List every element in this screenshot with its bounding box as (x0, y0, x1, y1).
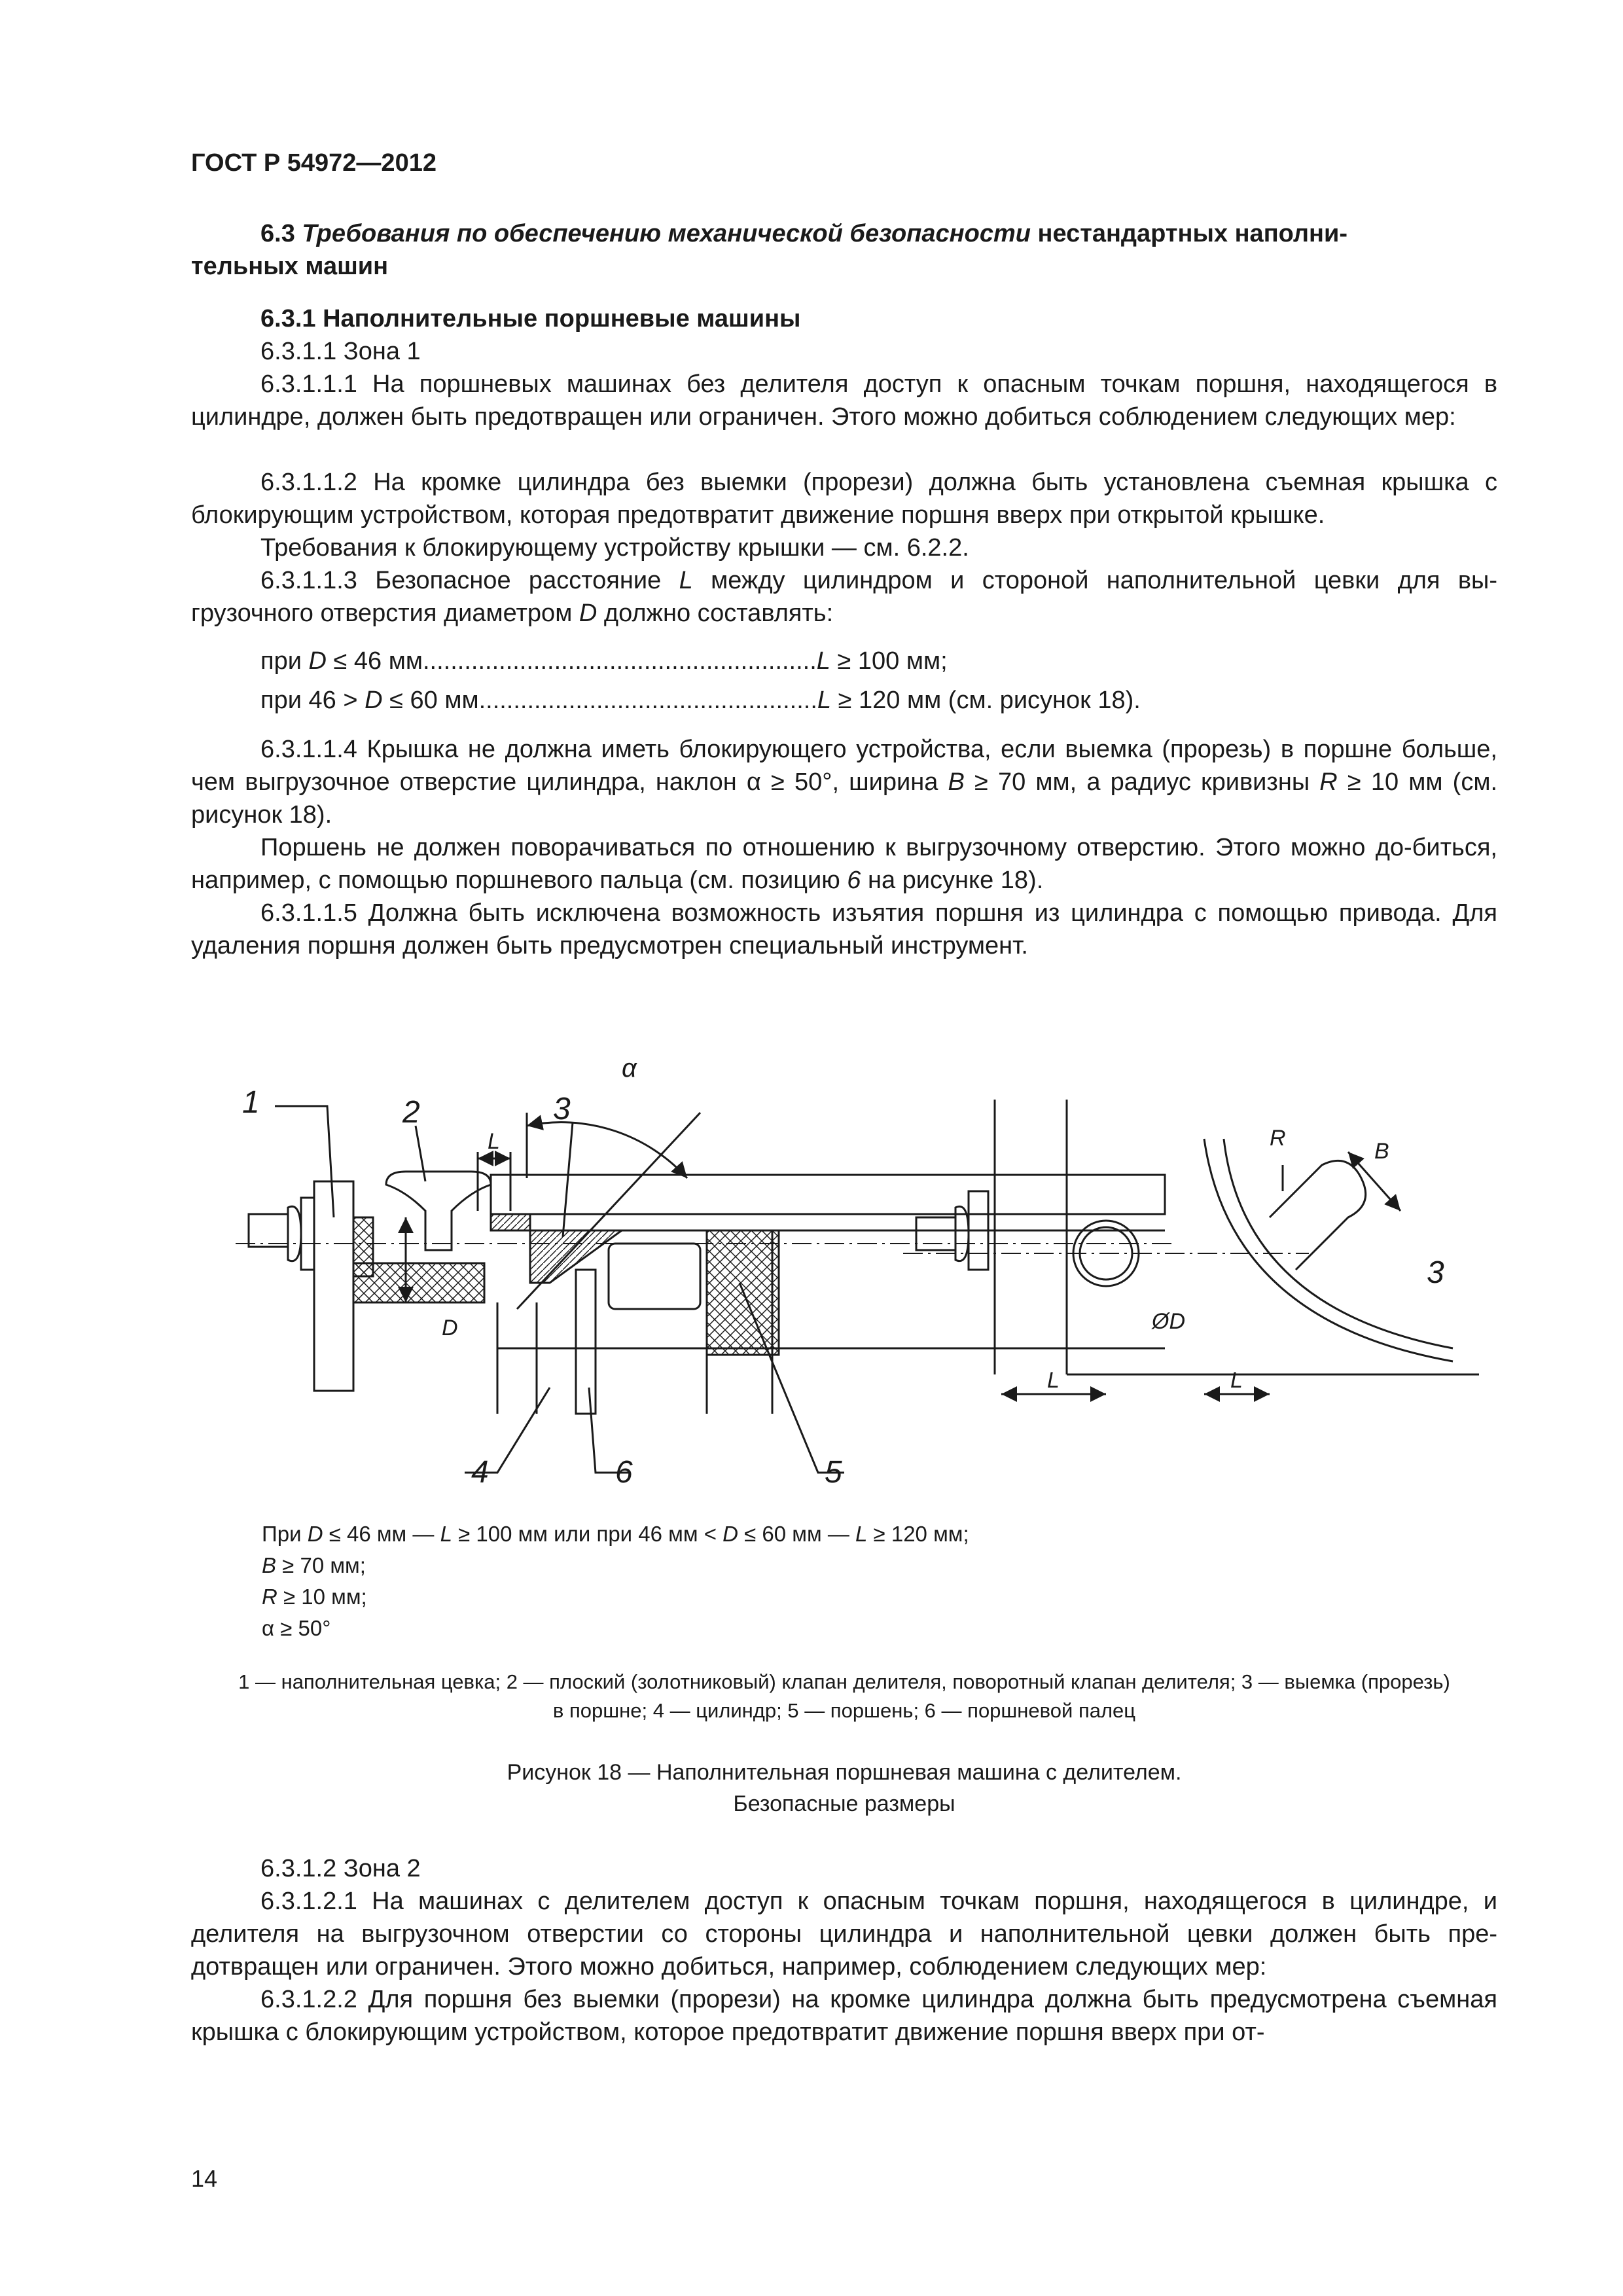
text-run: при (260, 647, 309, 675)
paragraph-6-3-1-2-1: 6.3.1.2.1 На машинах с делителем доступ к опасным точкам поршня, находящегося в цилиндре, и делителя на выгрузочном отверстии со стороны цилиндра и наполнительной цевки должен быть пре-дотвращен или ограничен. Этого можно добиться, например, соблюдением следующих мер: (191, 1888, 1497, 1981)
text-run: Поршень не должен поворачиваться по отношению к выгрузочному отверстию. Этого можно до-биться, например, с помощью поршневого пальца (см. позицию (191, 834, 1497, 894)
paragraph-6-3-1-1-4 (191, 733, 1497, 831)
section-6-3-title-cont: тельных машин (191, 253, 389, 280)
symbol-B: B (948, 768, 965, 796)
text-run: должно составлять: (603, 600, 834, 627)
text-run: 6.3.1.1.4 Крышка не должна иметь блокирующего устройства, если выемка (прорезь) в поршне больше, чем выгрузочное отверстие цилиндра, наклон α ≥ 50°, ширина (191, 736, 1497, 796)
caption-line-1: Рисунок 18 — Наполнительная поршневая машина с делителем. (507, 1760, 1182, 1785)
section-6-3-title (191, 217, 1497, 250)
figure-legend (191, 1668, 1497, 1725)
paragraph-6-3-1-1-1: 6.3.1.1.1 На поршневых машинах без делителя доступ к опасным точкам поршня, находящегося в цилиндре, должен быть предотвращен или ограничен. Этого можно добиться соблюдением следующих мер: (191, 370, 1497, 431)
condition-line-1 (260, 645, 948, 677)
section-number: 6.3 (260, 220, 295, 247)
section-title-rest: нестандартных наполни- (1037, 220, 1348, 247)
label-L-right-1: L (1047, 1368, 1060, 1393)
label-4: 4 (471, 1455, 489, 1490)
label-L: L (488, 1129, 500, 1154)
fill-tube (249, 1214, 288, 1247)
zone1-title: 6.3.1.1 Зона 1 (260, 338, 421, 365)
paragraph-6-3-1-2-2: 6.3.1.2.2 Для поршня без выемки (прорези) на кромке цилиндра должна быть предусмотрена съемная крышка с блокирующим устройством, которое предотвратит движение поршня вверх при от- (191, 1986, 1497, 2046)
piston-curve-inner (1224, 1139, 1453, 1348)
label-1: 1 (242, 1085, 260, 1120)
text-run: 6.3.1.1.3 Безопасное расстояние (260, 567, 662, 594)
page-number: 14 (191, 2165, 218, 2192)
label-5: 5 (825, 1455, 842, 1490)
condition-4: α ≥ 50° (262, 1616, 331, 1640)
tube-right (916, 1217, 955, 1250)
label-B: B (1374, 1139, 1389, 1164)
text-run: ≥ 120 мм; (867, 1522, 969, 1546)
text-run: ≤ 46 мм......................................................... (326, 647, 817, 675)
label-R: R (1270, 1126, 1286, 1151)
text-run: ≥ 10 мм (см. рисунок 18). (191, 768, 1497, 829)
text-run: ≥ 70 мм, а радиус кривизны (974, 768, 1310, 796)
label-2: 2 (402, 1095, 420, 1130)
label-D: D (442, 1316, 458, 1340)
text-run: ≥ 100 мм; (830, 647, 948, 675)
symbol-D: D (365, 687, 383, 714)
cylinder-lip (491, 1214, 530, 1230)
zone2-title: 6.3.1.2 Зона 2 (260, 1855, 421, 1882)
figure-18-drawing (196, 1021, 1479, 1518)
position-ref: 6 (847, 867, 861, 894)
label-alpha: α (622, 1054, 637, 1083)
paragraph-piston-rotation (191, 831, 1497, 897)
leader-3 (563, 1122, 573, 1237)
paragraph-interlock-ref: Требования к блокирующему устройству крышки — см. 6.2.2. (260, 534, 969, 562)
figure-caption (191, 1757, 1497, 1820)
text-run: ≥ 120 мм (см. рисунок 18). (831, 687, 1141, 714)
symbol-R: R (262, 1585, 277, 1609)
label-phiD: ØD (1152, 1309, 1185, 1334)
text-run: между цилиндром и стороной наполнительной цевки для вы-грузочного отверстия диаметром (191, 567, 1497, 627)
left-view (236, 1106, 1171, 1473)
leader-1 (275, 1106, 334, 1217)
piston-curve (1204, 1139, 1453, 1361)
symbol-D: D (722, 1522, 738, 1546)
piston-pin (576, 1270, 596, 1414)
label-3b: 3 (1427, 1255, 1444, 1290)
symbol-L: L (440, 1522, 452, 1546)
label-6: 6 (615, 1455, 633, 1490)
paragraph-6-3-1-1-2: 6.3.1.1.2 На кромке цилиндра без выемки (прорези) должна быть установлена съемная крышка с блокирующим устройством, которая предотвратит движение поршня вверх при открытой крышке. (191, 469, 1497, 529)
caption-line-2: Безопасные размеры (733, 1791, 955, 1816)
paragraph-6-3-1-1-5: 6.3.1.1.5 Должна быть исключена возможность изъятия поршня из цилиндра с помощью привода. Для удаления поршня должен быть предусмотрен специальный инструмент. (191, 899, 1497, 960)
text-run: ≤ 60 мм................................................. (382, 687, 817, 714)
symbol-D: D (308, 647, 327, 675)
divider-valve (386, 1172, 491, 1250)
label-3: 3 (553, 1092, 571, 1126)
condition-2 (262, 1550, 969, 1581)
section-title-italic: Требования по обеспечению механической безопасности (302, 220, 1031, 247)
paragraph-6-3-1-1-3 (191, 564, 1497, 630)
symbol-L: L (816, 647, 830, 675)
text-run: ≥ 10 мм; (277, 1585, 367, 1609)
symbol-B: B (262, 1553, 277, 1577)
symbol-L: L (817, 687, 832, 714)
text-run: ≤ 60 мм — (738, 1522, 856, 1546)
text-run: При (262, 1522, 308, 1546)
document-header: ГОСТ Р 54972—2012 (191, 149, 437, 177)
figure-conditions (262, 1518, 969, 1644)
legend-line-1: 1 — наполнительная цевка; 2 — плоский (золотниковый) клапан делителя, поворотный клапан делителя; 3 — выемка (прорезь) (238, 1670, 1450, 1693)
right-view (903, 1100, 1479, 1394)
piston-slot-right (1270, 1160, 1366, 1270)
text-run: ≥ 70 мм; (276, 1553, 366, 1577)
symbol-D: D (307, 1522, 323, 1546)
text-run: ≥ 100 мм или при 46 мм < (452, 1522, 723, 1546)
piston-slot (609, 1244, 700, 1309)
seal-bottom (353, 1263, 484, 1302)
section-6-3-1-title: 6.3.1 Наполнительные поршневые машины (260, 305, 801, 332)
condition-3 (262, 1581, 969, 1613)
text-run: на рисунке 18). (868, 867, 1044, 894)
tube-nut (288, 1206, 301, 1261)
legend-line-2: в поршне; 4 — цилиндр; 5 — поршень; 6 — поршневой палец (552, 1699, 1136, 1722)
symbol-D: D (579, 600, 597, 627)
alpha-arc (527, 1122, 687, 1178)
tube-flange (301, 1198, 314, 1270)
leader-2 (416, 1126, 425, 1181)
cylinder-top (491, 1175, 1165, 1214)
text-run: ≤ 46 мм — (323, 1522, 440, 1546)
symbol-L: L (855, 1522, 868, 1546)
condition-line-2 (260, 684, 1141, 717)
text-run: при 46 > (260, 687, 365, 714)
symbol-R: R (1319, 768, 1338, 796)
symbol-L: L (679, 567, 693, 594)
condition-1 (262, 1518, 969, 1550)
label-L-right-2: L (1230, 1368, 1243, 1393)
